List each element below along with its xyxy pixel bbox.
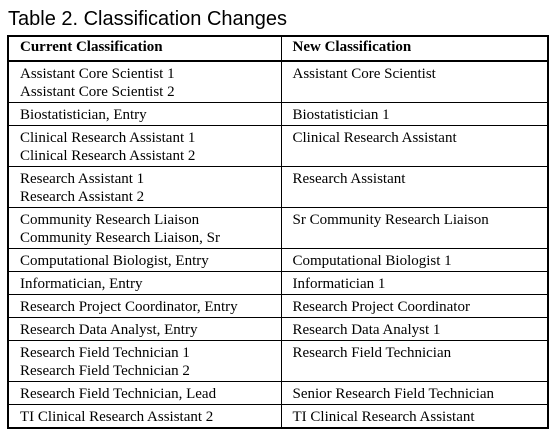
current-classification-line: Research Assistant 2 bbox=[20, 189, 145, 205]
current-classification-cell bbox=[8, 318, 281, 341]
current-classification-cell bbox=[8, 249, 281, 272]
header-current-classification: Current Classification bbox=[8, 36, 281, 61]
table-header-row bbox=[8, 36, 548, 61]
new-classification-cell: Research Data Analyst 1 bbox=[281, 318, 548, 341]
current-classification-line: TI Clinical Research Assistant 2 bbox=[20, 409, 214, 425]
table-row bbox=[8, 341, 548, 382]
current-classification-line: Community Research Liaison, Sr bbox=[20, 230, 220, 246]
classification-changes-table bbox=[7, 35, 549, 429]
table-row bbox=[8, 103, 548, 126]
current-classification-line: Research Field Technician 1 bbox=[20, 345, 190, 361]
current-classification-cell bbox=[8, 61, 281, 103]
table-row bbox=[8, 405, 548, 429]
new-classification-cell: Biostatistician 1 bbox=[281, 103, 548, 126]
current-classification-cell bbox=[8, 103, 281, 126]
current-classification-line: Clinical Research Assistant 2 bbox=[20, 148, 196, 164]
table-row bbox=[8, 382, 548, 405]
new-classification-cell: Research Project Coordinator bbox=[281, 295, 548, 318]
current-classification-line: Biostatistician, Entry bbox=[20, 107, 147, 123]
current-classification-cell bbox=[8, 167, 281, 208]
current-classification-line: Research Project Coordinator, Entry bbox=[20, 299, 238, 315]
new-classification-cell: Research Assistant bbox=[281, 167, 548, 208]
current-classification-line: Assistant Core Scientist 1 bbox=[20, 66, 175, 82]
current-classification-cell bbox=[8, 272, 281, 295]
table-row bbox=[8, 318, 548, 341]
table-row bbox=[8, 249, 548, 272]
current-classification-line: Research Data Analyst, Entry bbox=[20, 322, 198, 338]
new-classification-cell: Research Field Technician bbox=[281, 341, 548, 382]
current-classification-line: Research Field Technician 2 bbox=[20, 363, 190, 379]
table-title: Table 2. Classification Changes bbox=[8, 8, 288, 30]
table-row bbox=[8, 208, 548, 249]
current-classification-line: Research Assistant 1 bbox=[20, 171, 145, 187]
current-classification-line: Clinical Research Assistant 1 bbox=[20, 130, 196, 146]
current-classification-line: Research Field Technician, Lead bbox=[20, 386, 217, 402]
table-row bbox=[8, 61, 548, 103]
new-classification-cell: TI Clinical Research Assistant bbox=[281, 405, 548, 429]
current-classification-cell bbox=[8, 208, 281, 249]
current-classification-line: Informatician, Entry bbox=[20, 276, 143, 292]
current-classification-cell bbox=[8, 126, 281, 167]
header-new-classification: New Classification bbox=[281, 36, 548, 61]
new-classification-cell: Senior Research Field Technician bbox=[281, 382, 548, 405]
new-classification-cell: Clinical Research Assistant bbox=[281, 126, 548, 167]
table-row bbox=[8, 295, 548, 318]
current-classification-cell bbox=[8, 382, 281, 405]
table-row bbox=[8, 272, 548, 295]
new-classification-cell: Sr Community Research Liaison bbox=[281, 208, 548, 249]
current-classification-cell bbox=[8, 341, 281, 382]
current-classification-line: Assistant Core Scientist 2 bbox=[20, 84, 175, 100]
current-classification-cell bbox=[8, 295, 281, 318]
new-classification-cell: Informatician 1 bbox=[281, 272, 548, 295]
table-row bbox=[8, 126, 548, 167]
current-classification-line: Community Research Liaison bbox=[20, 212, 200, 228]
current-classification-line: Computational Biologist, Entry bbox=[20, 253, 209, 269]
new-classification-cell: Assistant Core Scientist bbox=[281, 61, 548, 103]
new-classification-cell: Computational Biologist 1 bbox=[281, 249, 548, 272]
current-classification-cell bbox=[8, 405, 281, 429]
table-row bbox=[8, 167, 548, 208]
